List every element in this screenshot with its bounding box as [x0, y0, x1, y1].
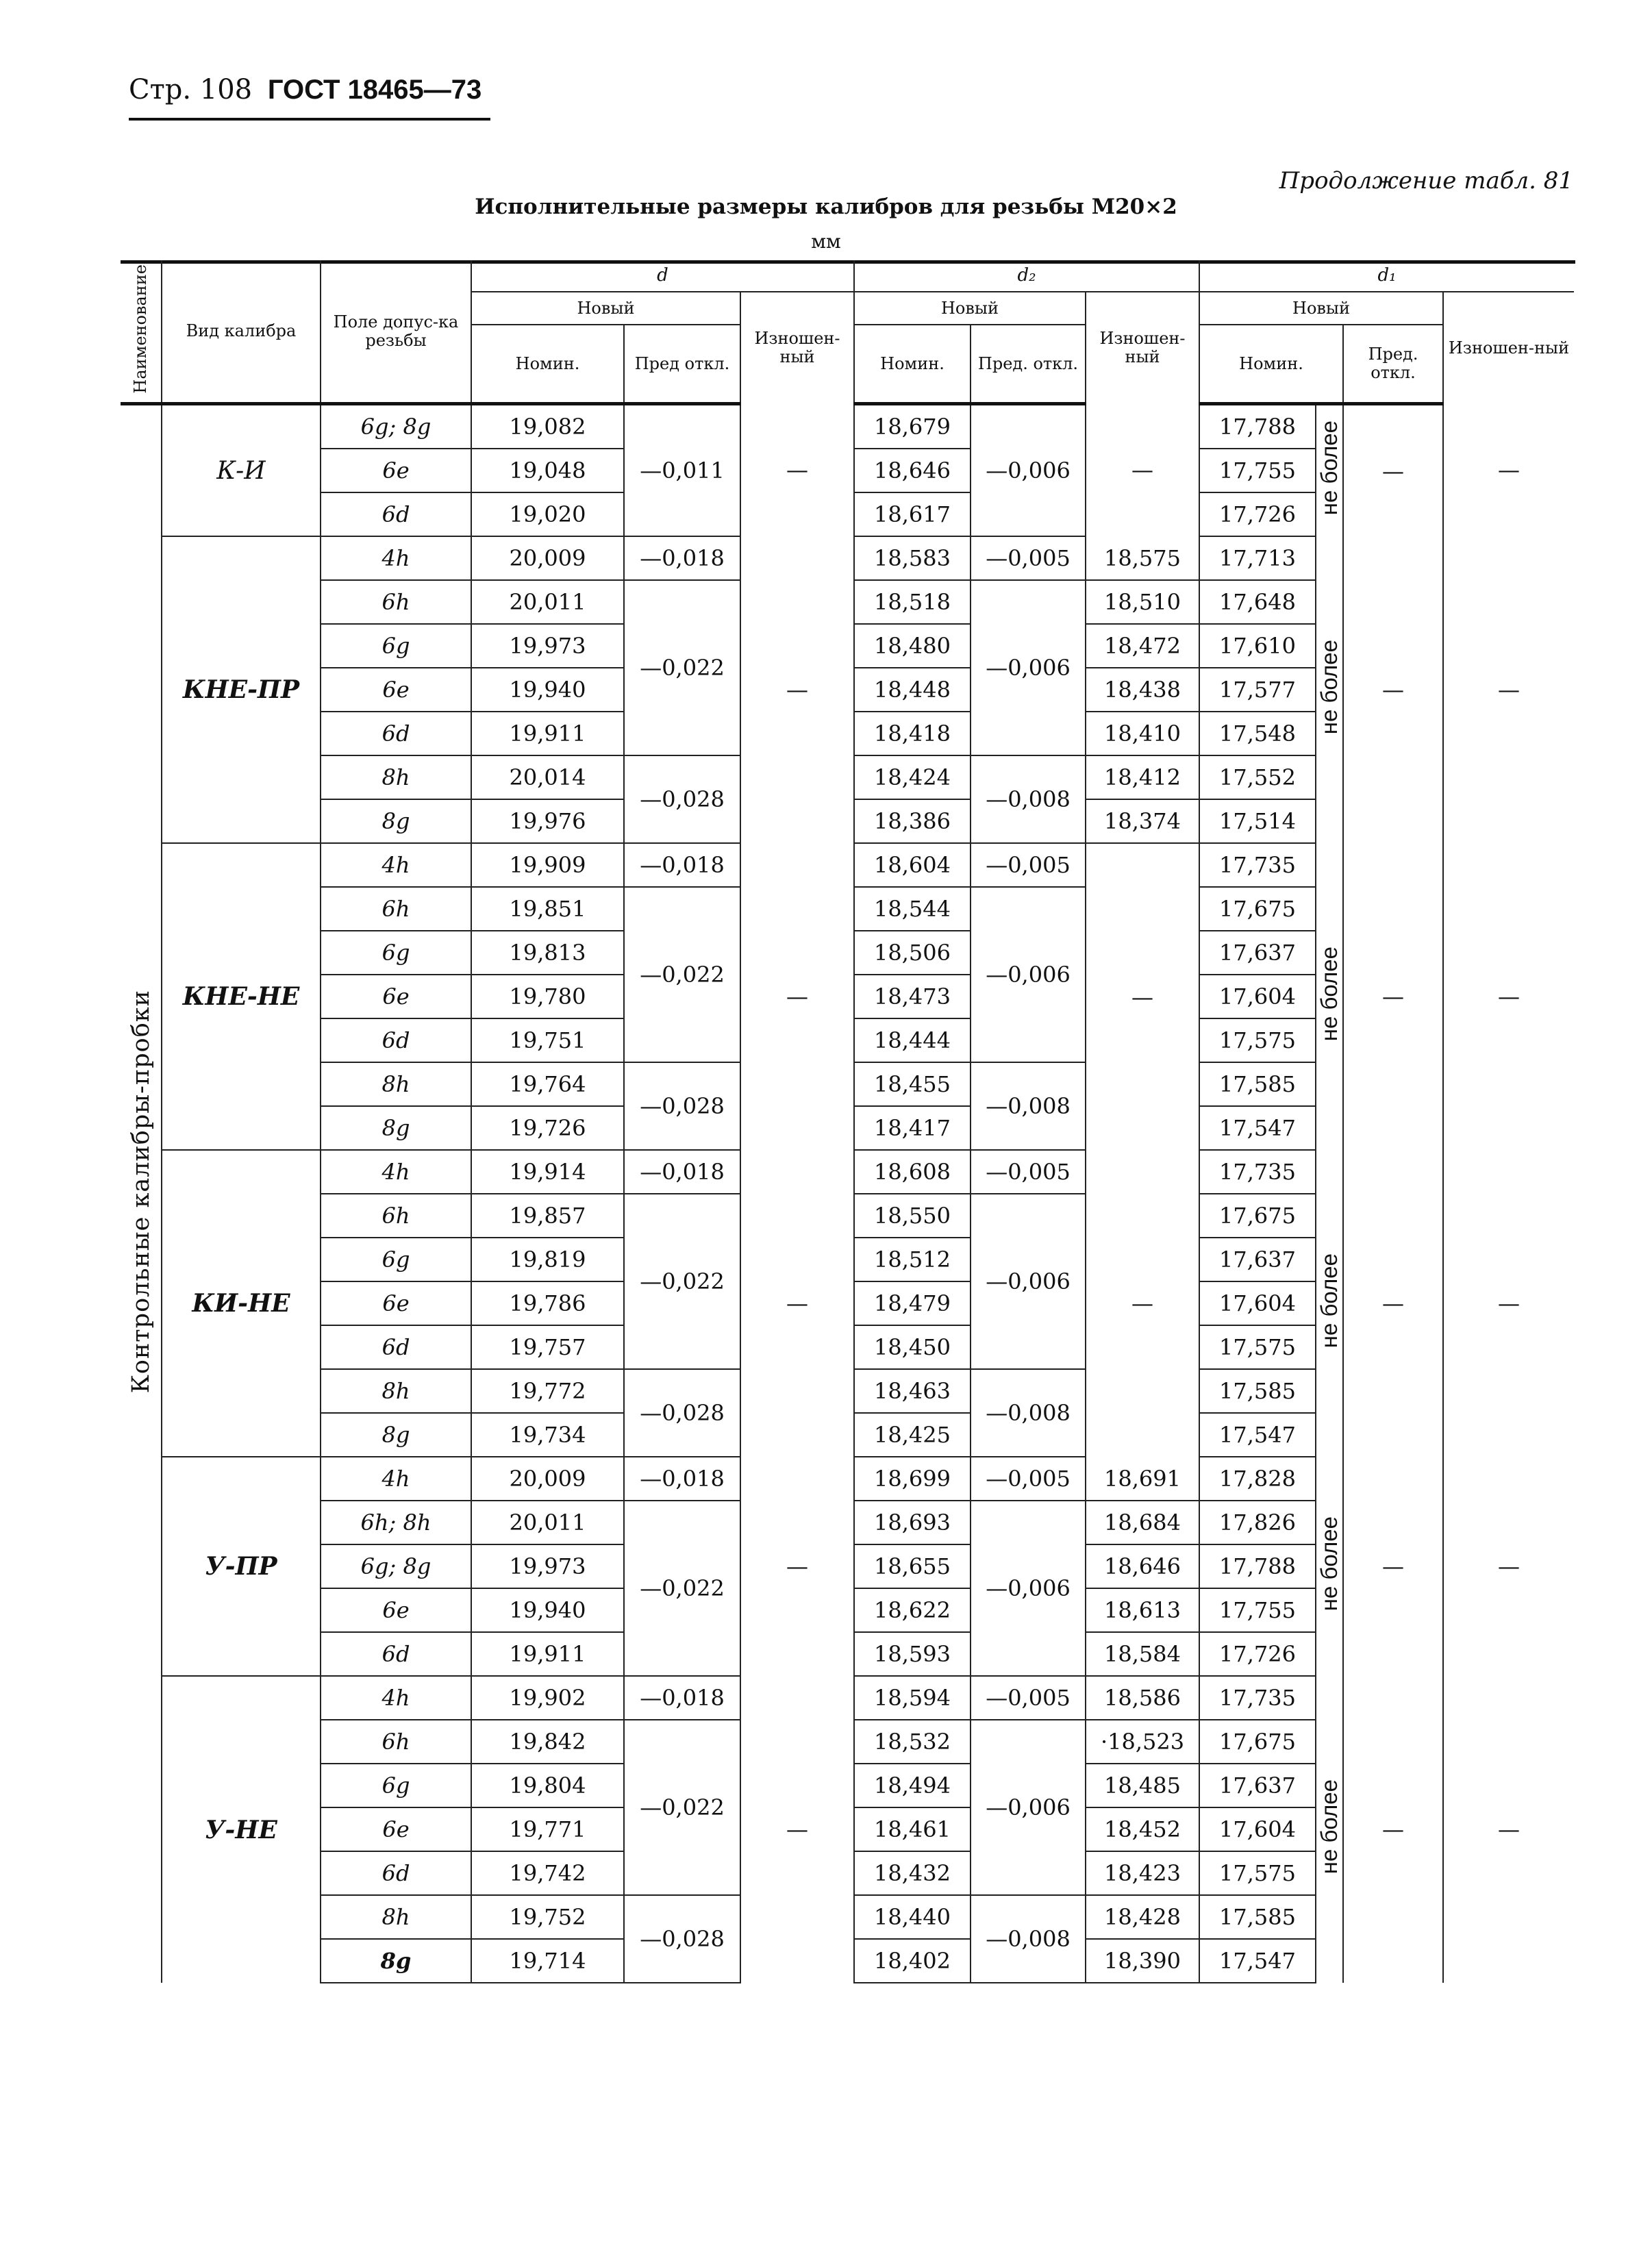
d2-worn-cell: 18,510 — [1086, 580, 1199, 624]
d1-nominal-cell: 17,604 — [1199, 975, 1316, 1018]
standard-number: ГОСТ 18465—73 — [267, 75, 482, 105]
d1-nominal-cell: 17,604 — [1199, 1807, 1316, 1851]
d2-worn-cell: 18,410 — [1086, 712, 1199, 755]
tolerance-field-cell: 6h; 8h — [321, 1501, 471, 1544]
tolerance-field-cell: 6d — [321, 1018, 471, 1062]
d1-worn-cell: — — [1498, 457, 1520, 484]
d1-nominal-cell: 17,675 — [1199, 887, 1316, 931]
d2-nominal-cell: 18,655 — [854, 1544, 971, 1588]
d-nominal-cell: 19,911 — [471, 1632, 624, 1676]
d2-worn-cell: 18,485 — [1086, 1764, 1199, 1807]
d1-nominal-cell: 17,788 — [1199, 1544, 1316, 1588]
d1-nominal-cell: 17,577 — [1199, 668, 1316, 712]
gauge-type-label: КНЕ-ПР — [162, 536, 321, 843]
d2-worn-cell: 18,584 — [1086, 1632, 1199, 1676]
tolerance-field-cell: 6e — [321, 1588, 471, 1632]
tolerance-field-cell: 6g — [321, 624, 471, 668]
d-nominal-cell: 19,842 — [471, 1720, 624, 1764]
d1-deviation-cell: — — [1343, 536, 1443, 843]
d-nominal-cell: 20,014 — [471, 755, 624, 799]
d2-worn-header: Изношен-ный — [1086, 292, 1199, 404]
d2-worn-cell: 18,691 — [1086, 1457, 1199, 1501]
gauge-type-label: КНЕ-НЕ — [162, 843, 321, 1150]
d-nominal-cell: 19,020 — [471, 492, 624, 536]
tolerance-field-cell: 4h — [321, 536, 471, 580]
col-d-header: d — [471, 260, 854, 292]
d-nominal-cell: 19,734 — [471, 1413, 624, 1457]
tolerance-field-cell: 8h — [321, 1369, 471, 1413]
table-row — [121, 536, 1574, 580]
d2-nominal-cell: 18,455 — [854, 1062, 971, 1106]
d-nominal-cell: 19,780 — [471, 975, 624, 1018]
d-deviation-cell: —0,022 — [624, 887, 740, 1062]
d2-worn-cell: — — [1086, 1150, 1199, 1457]
d1-new-header: Новый — [1199, 292, 1443, 325]
table-row — [121, 843, 1574, 887]
d1-deviation-cell: — — [1343, 1457, 1443, 1676]
d2-nominal-cell: 18,583 — [854, 536, 971, 580]
d2-nominal-cell: 18,425 — [854, 1413, 971, 1457]
tolerance-field-cell: 6e — [321, 668, 471, 712]
d2-deviation-cell: —0,006 — [971, 1720, 1086, 1895]
d1-worn-cell: — — [1498, 1290, 1520, 1316]
d-nominal-cell: 20,011 — [471, 580, 624, 624]
d-nominal-cell: 19,819 — [471, 1238, 624, 1281]
d-nominal-cell: 20,009 — [471, 1457, 624, 1501]
d1-nominal-cell: 17,548 — [1199, 712, 1316, 755]
col-gauge-type-header: Вид калибра — [162, 260, 321, 404]
d1-nominal-cell: 17,585 — [1199, 1895, 1316, 1939]
d2-worn-cell: 18,646 — [1086, 1544, 1199, 1588]
d-deviation-cell: —0,018 — [624, 1150, 740, 1194]
d-deviation-cell: —0,022 — [624, 1194, 740, 1369]
d-new-header: Новый — [471, 292, 740, 325]
d-nominal-cell: 19,726 — [471, 1106, 624, 1150]
d-nominal-cell: 19,804 — [471, 1764, 624, 1807]
d2-deviation-header: Пред. откл. — [971, 325, 1086, 404]
d-deviation-cell: —0,018 — [624, 1457, 740, 1501]
d1-nominal-cell: 17,826 — [1199, 1501, 1316, 1544]
table-body — [121, 404, 1574, 1983]
d-nominal-cell: 20,009 — [471, 536, 624, 580]
d1-nominal-cell: 17,828 — [1199, 1457, 1316, 1501]
d-nominal-cell: 19,742 — [471, 1851, 624, 1895]
d1-deviation-header: Пред. откл. — [1343, 325, 1443, 404]
tolerance-field-cell: 6e — [321, 1807, 471, 1851]
tolerance-field-cell: 8h — [321, 1895, 471, 1939]
d-deviation-cell: —0,028 — [624, 755, 740, 843]
d1-nominal-cell: 17,648 — [1199, 580, 1316, 624]
d2-nominal-header: Номин. — [854, 325, 971, 404]
d2-nominal-cell: 18,593 — [854, 1632, 971, 1676]
d-nominal-cell: 19,771 — [471, 1807, 624, 1851]
d2-deviation-cell: —0,008 — [971, 1062, 1086, 1150]
d-deviation-cell: —0,028 — [624, 1369, 740, 1457]
tolerance-field-cell: 6e — [321, 975, 471, 1018]
d1-worn-cell: — — [1498, 1816, 1520, 1842]
d2-new-header: Новый — [854, 292, 1086, 325]
d2-nominal-cell: 18,604 — [854, 843, 971, 887]
d2-deviation-cell: —0,005 — [971, 1457, 1086, 1501]
d2-nominal-cell: 18,544 — [854, 887, 971, 931]
d2-nominal-cell: 18,440 — [854, 1895, 971, 1939]
d-deviation-cell: —0,018 — [624, 1676, 740, 1720]
d2-nominal-cell: 18,494 — [854, 1764, 971, 1807]
d2-deviation-cell: —0,006 — [971, 1194, 1086, 1369]
d1-nominal-cell: 17,552 — [1199, 755, 1316, 799]
d2-nominal-cell: 18,424 — [854, 755, 971, 799]
d2-nominal-cell: 18,646 — [854, 449, 971, 492]
d2-deviation-cell: —0,006 — [971, 404, 1086, 537]
d-nominal-cell: 19,813 — [471, 931, 624, 975]
d2-deviation-cell: —0,005 — [971, 843, 1086, 887]
tolerance-field-cell: 6h — [321, 887, 471, 931]
tolerance-field-cell: 6d — [321, 1325, 471, 1369]
page-header — [129, 74, 481, 105]
tolerance-field-cell: 4h — [321, 843, 471, 887]
d1-nominal-cell: 17,585 — [1199, 1369, 1316, 1413]
d1-worn-cell: — — [1498, 984, 1520, 1010]
d1-deviation-cell: — — [1343, 843, 1443, 1150]
not-more-label: не более — [1316, 1457, 1343, 1676]
col-name-header: Наименование — [121, 260, 162, 404]
d1-nominal-cell: 17,675 — [1199, 1194, 1316, 1238]
d2-worn-cell: 18,438 — [1086, 668, 1199, 712]
d1-nominal-cell: 17,575 — [1199, 1018, 1316, 1062]
tolerance-field-cell: 6g; 8g — [321, 1544, 471, 1588]
d1-nominal-cell: 17,637 — [1199, 1764, 1316, 1807]
d-nominal-cell: 19,973 — [471, 1544, 624, 1588]
d1-nominal-cell: 17,637 — [1199, 931, 1316, 975]
d-deviation-header: Пред откл. — [624, 325, 740, 404]
d2-nominal-cell: 18,418 — [854, 712, 971, 755]
tolerance-field-cell: 6g; 8g — [321, 404, 471, 449]
d1-nominal-cell: 17,575 — [1199, 1325, 1316, 1369]
d2-nominal-cell: 18,679 — [854, 404, 971, 449]
d-deviation-cell: —0,018 — [624, 843, 740, 887]
gauge-dimensions-table — [121, 260, 1574, 1983]
d2-deviation-cell: —0,008 — [971, 755, 1086, 843]
tolerance-field-cell: 6d — [321, 492, 471, 536]
d2-deviation-cell: —0,005 — [971, 1676, 1086, 1720]
d1-nominal-cell: 17,788 — [1199, 404, 1316, 449]
tolerance-field-cell: 8g — [321, 1106, 471, 1150]
d2-nominal-cell: 18,479 — [854, 1281, 971, 1325]
tolerance-field-cell: 6e — [321, 449, 471, 492]
table-title: Исполнительные размеры калибров для резьбы М20×2 — [475, 195, 1177, 219]
d-nominal-cell: 19,940 — [471, 668, 624, 712]
d2-nominal-cell: 18,417 — [854, 1106, 971, 1150]
d2-nominal-cell: 18,550 — [854, 1194, 971, 1238]
d2-worn-cell: — — [1086, 843, 1199, 1150]
d1-nominal-cell: 17,726 — [1199, 1632, 1316, 1676]
d-deviation-cell: —0,028 — [624, 1062, 740, 1150]
d2-worn-cell: — — [1086, 404, 1199, 537]
d-nominal-cell: 19,973 — [471, 624, 624, 668]
dimensions-table-container — [121, 260, 1574, 2075]
d2-worn-cell: 18,374 — [1086, 799, 1199, 843]
d2-worn-cell: 18,613 — [1086, 1588, 1199, 1632]
tolerance-field-cell: 4h — [321, 1676, 471, 1720]
d2-worn-cell: 18,586 — [1086, 1676, 1199, 1720]
d1-nominal-cell: 17,755 — [1199, 1588, 1316, 1632]
d-deviation-cell: —0,022 — [624, 1501, 740, 1676]
d2-worn-cell: 18,428 — [1086, 1895, 1199, 1939]
tolerance-field-cell: 6h — [321, 1720, 471, 1764]
d1-nominal-cell: 17,610 — [1199, 624, 1316, 668]
d-worn-header: Изношен-ный — [740, 292, 854, 404]
d2-nominal-cell: 18,448 — [854, 668, 971, 712]
d2-nominal-cell: 18,473 — [854, 975, 971, 1018]
d2-nominal-cell: 18,594 — [854, 1676, 971, 1720]
col-d2-header: d₂ — [854, 260, 1199, 292]
d1-deviation-cell: — — [1343, 404, 1443, 537]
d-nominal-cell: 19,976 — [471, 799, 624, 843]
d1-nominal-header: Номин. — [1199, 325, 1343, 404]
d2-nominal-cell: 18,518 — [854, 580, 971, 624]
d-worn-cell: — — [740, 843, 854, 1150]
d1-nominal-cell: 17,547 — [1199, 1939, 1316, 1983]
col-d1-header: d₁ — [1199, 260, 1574, 292]
not-more-label: не более — [1316, 843, 1343, 1150]
tolerance-field-cell: 8g — [321, 799, 471, 843]
tolerance-field-cell: 8g — [321, 1413, 471, 1457]
d-nominal-cell: 19,764 — [471, 1062, 624, 1106]
d1-nominal-cell: 17,514 — [1199, 799, 1316, 843]
d1-nominal-cell: 17,585 — [1199, 1062, 1316, 1106]
d1-nominal-cell: 17,735 — [1199, 1150, 1316, 1194]
tolerance-field-cell: 4h — [321, 1150, 471, 1194]
d2-nominal-cell: 18,432 — [854, 1851, 971, 1895]
d-nominal-cell: 19,714 — [471, 1939, 624, 1983]
d-deviation-cell: —0,028 — [624, 1895, 740, 1983]
d1-worn-header: Изношен-ный — [1448, 338, 1570, 358]
gauge-type-label: У-НЕ — [162, 1676, 321, 1983]
d2-worn-cell: 18,390 — [1086, 1939, 1199, 1983]
d2-nominal-cell: 18,608 — [854, 1150, 971, 1194]
d-worn-cell: — — [740, 404, 854, 537]
d2-nominal-cell: 18,617 — [854, 492, 971, 536]
d1-worn-cell: — — [1498, 1553, 1520, 1579]
col-tolerance-header: Поле допус-ка резьбы — [321, 260, 471, 404]
tolerance-field-cell: 8g — [321, 1939, 471, 1983]
gauge-type-label: У-ПР — [162, 1457, 321, 1676]
d-worn-cell: — — [740, 1150, 854, 1457]
tolerance-field-cell: 4h — [321, 1457, 471, 1501]
d2-nominal-cell: 18,506 — [854, 931, 971, 975]
d1-worn-cell: — — [1498, 677, 1520, 703]
d1-nominal-cell: 17,575 — [1199, 1851, 1316, 1895]
d-nominal-header: Номин. — [471, 325, 624, 404]
d-nominal-cell: 19,851 — [471, 887, 624, 931]
gauge-type-label: КИ-НЕ — [162, 1150, 321, 1457]
d2-worn-cell: 18,472 — [1086, 624, 1199, 668]
d2-nominal-cell: 18,480 — [854, 624, 971, 668]
tolerance-field-cell: 8h — [321, 755, 471, 799]
d1-nominal-cell: 17,604 — [1199, 1281, 1316, 1325]
d2-worn-cell: 18,412 — [1086, 755, 1199, 799]
d2-nominal-cell: 18,512 — [854, 1238, 971, 1281]
d2-nominal-cell: 18,386 — [854, 799, 971, 843]
tolerance-field-cell: 6h — [321, 1194, 471, 1238]
d-nominal-cell: 20,011 — [471, 1501, 624, 1544]
d2-worn-cell: 18,423 — [1086, 1851, 1199, 1895]
tolerance-field-cell: 6g — [321, 1238, 471, 1281]
d-deviation-cell: —0,018 — [624, 536, 740, 580]
units-label: мм — [811, 230, 841, 253]
d1-nominal-cell: 17,735 — [1199, 843, 1316, 887]
page-label: Стр. 108 — [129, 74, 253, 105]
d-deviation-cell: —0,022 — [624, 580, 740, 755]
d-nominal-cell: 19,902 — [471, 1676, 624, 1720]
header-rule — [129, 118, 490, 121]
d2-nominal-cell: 18,463 — [854, 1369, 971, 1413]
d-worn-cell: — — [740, 536, 854, 843]
d-nominal-cell: 19,772 — [471, 1369, 624, 1413]
d-deviation-cell: —0,011 — [624, 404, 740, 537]
table-row — [121, 404, 1574, 449]
d-deviation-cell: —0,022 — [624, 1720, 740, 1895]
not-more-label: не более — [1316, 404, 1343, 537]
d1-nominal-cell: 17,675 — [1199, 1720, 1316, 1764]
d2-nominal-cell: 18,693 — [854, 1501, 971, 1544]
d-nominal-cell: 19,752 — [471, 1895, 624, 1939]
category-label: Контрольные калибры-пробки — [121, 404, 162, 1983]
d1-nominal-cell: 17,713 — [1199, 536, 1316, 580]
d1-nominal-cell: 17,726 — [1199, 492, 1316, 536]
d2-deviation-cell: —0,006 — [971, 580, 1086, 755]
d1-nominal-cell: 17,755 — [1199, 449, 1316, 492]
tolerance-field-cell: 6e — [321, 1281, 471, 1325]
d-nominal-cell: 19,914 — [471, 1150, 624, 1194]
d1-nominal-cell: 17,547 — [1199, 1106, 1316, 1150]
not-more-label: не более — [1316, 536, 1343, 843]
d2-worn-cell: 18,684 — [1086, 1501, 1199, 1544]
d1-nominal-cell: 17,637 — [1199, 1238, 1316, 1281]
gauge-type-label: К-И — [162, 404, 321, 537]
d2-nominal-cell: 18,461 — [854, 1807, 971, 1851]
d1-deviation-cell: — — [1343, 1150, 1443, 1457]
d1-nominal-cell: 17,547 — [1199, 1413, 1316, 1457]
d-nominal-cell: 19,857 — [471, 1194, 624, 1238]
d2-worn-cell: 18,452 — [1086, 1807, 1199, 1851]
tolerance-field-cell: 6d — [321, 1632, 471, 1676]
d-worn-cell: — — [740, 1457, 854, 1676]
d2-worn-cell: ·18,523 — [1086, 1720, 1199, 1764]
tolerance-field-cell: 6g — [321, 1764, 471, 1807]
not-more-label: не более — [1316, 1150, 1343, 1457]
d2-worn-cell: 18,575 — [1086, 536, 1199, 580]
d1-deviation-cell: — — [1343, 1676, 1443, 1983]
tolerance-field-cell: 6d — [321, 712, 471, 755]
tolerance-field-cell: 6g — [321, 931, 471, 975]
d2-deviation-cell: —0,005 — [971, 536, 1086, 580]
continuation-note: Продолжение табл. 81 — [1279, 167, 1573, 195]
d2-nominal-cell: 18,450 — [854, 1325, 971, 1369]
tolerance-field-cell: 6d — [321, 1851, 471, 1895]
d2-deviation-cell: —0,006 — [971, 1501, 1086, 1676]
d-nominal-cell: 19,786 — [471, 1281, 624, 1325]
d-nominal-cell: 19,909 — [471, 843, 624, 887]
d-nominal-cell: 19,082 — [471, 404, 624, 449]
tolerance-field-cell: 8h — [321, 1062, 471, 1106]
table-row — [121, 1676, 1574, 1720]
d2-deviation-cell: —0,006 — [971, 887, 1086, 1062]
d2-nominal-cell: 18,699 — [854, 1457, 971, 1501]
d1-nominal-cell: 17,735 — [1199, 1676, 1316, 1720]
d2-nominal-cell: 18,622 — [854, 1588, 971, 1632]
d2-deviation-cell: —0,005 — [971, 1150, 1086, 1194]
d-nominal-cell: 19,751 — [471, 1018, 624, 1062]
table-row — [121, 1457, 1574, 1501]
d-nominal-cell: 19,911 — [471, 712, 624, 755]
d2-nominal-cell: 18,402 — [854, 1939, 971, 1983]
d2-deviation-cell: —0,008 — [971, 1895, 1086, 1983]
d-nominal-cell: 19,048 — [471, 449, 624, 492]
not-more-label: не более — [1316, 1676, 1343, 1983]
d2-deviation-cell: —0,008 — [971, 1369, 1086, 1457]
d-worn-cell: — — [740, 1676, 854, 1983]
d-nominal-cell: 19,757 — [471, 1325, 624, 1369]
d2-nominal-cell: 18,532 — [854, 1720, 971, 1764]
d2-nominal-cell: 18,444 — [854, 1018, 971, 1062]
table-row — [121, 1150, 1574, 1194]
d-nominal-cell: 19,940 — [471, 1588, 624, 1632]
tolerance-field-cell: 6h — [321, 580, 471, 624]
